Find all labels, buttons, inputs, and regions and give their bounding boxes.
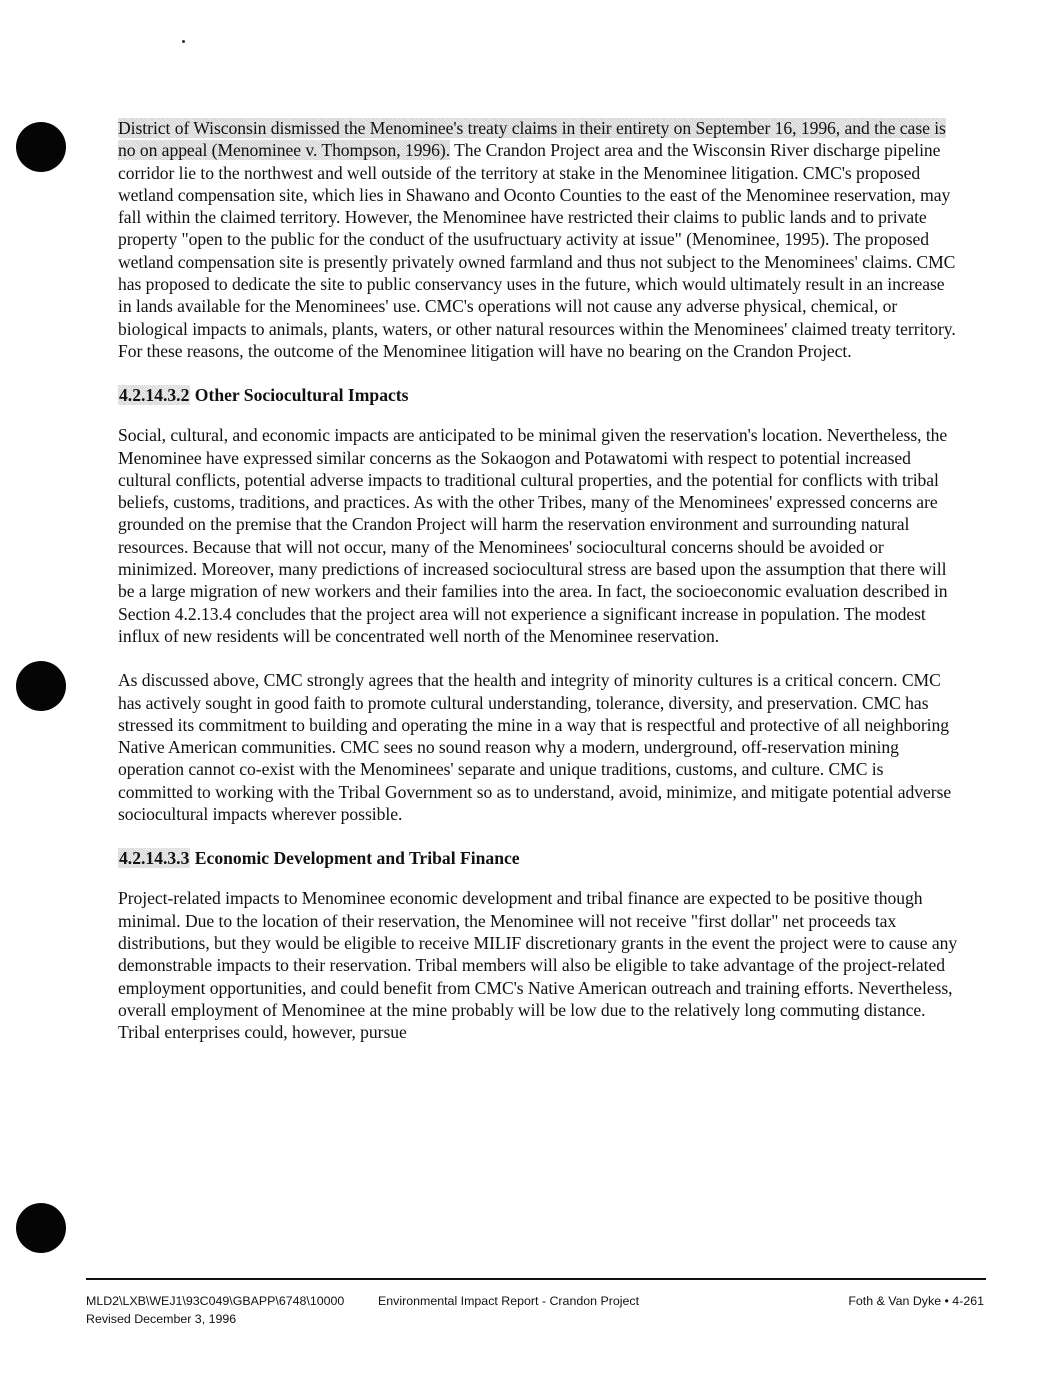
economic-paragraph-1: Project-related impacts to Menominee economic development and tribal finance are expected to be positive though minimal. Due to the location of their reservation, the Menominee will not receive "first dollar" net proceeds tax distributions, but they would be eligible to receive MILIF discretionary grants in the event the project were to cause any demonstrable impacts to their reservation. Tribal members will also be eligible to take advantage of the project-related employment opportunities, and could benefit from CMC's Native American outreach and training efforts. Nevertheless, overall employment of Menominee at the mine probably will be low due to the relatively long commuting distance. Tribal enterprises could, however, pursue — [118, 888, 958, 1043]
section-heading-economic-development — [118, 847, 960, 869]
sociocultural-paragraph-1: Social, cultural, and economic impacts are anticipated to be minimal given the reservation's location. Nevertheless, the Menominee have expressed similar concerns as the Sokaogon and Potawatomi with respect to potential increased cultural conflicts, potential adverse impacts to traditional cultural properties, and the potential for conflicts with tribal beliefs, customs, traditions, and practices. As with the other Tribes, many of the Menominees' expressed concerns are grounded on the premise that the Crandon Project will harm the reservation environment and surrounding natural resources. Because that will not occur, many of the Menominees' sociocultural concerns should be avoided or minimized. Moreover, many predictions of increased sociocultural stress are based upon the assumption that there will be a large migration of new workers and their families into the area. In fact, the socioeconomic evaluation described in Section 4.2.13.4 concludes that the project area will not experience a significant increase in population. The modest influx of new residents will be concentrated well north of the Menominee reservation. — [118, 425, 948, 646]
section-number: 4.2.14.3.2 — [119, 385, 190, 406]
footer-file-path: MLD2\LXB\WEJ1\93C049\GBAPP\6748\10000 — [86, 1294, 345, 1308]
section-number: 4.2.14.3.3 — [119, 848, 190, 869]
section-heading-other-sociocultural-impacts — [118, 384, 960, 406]
sociocultural-paragraph-2: As discussed above, CMC strongly agrees that the health and integrity of minority cultures is a critical concern. CMC has actively sought in good faith to promote cultural understanding, tolerance, diversity, and preservation. CMC has stressed its commitment to building and operating the mine in a way that is respectful and protective of all neighboring Native American communities. CMC sees no sound reason why a modern, underground, off-reservation mining operation cannot co-exist with the Menominees' separate and unique traditions, customs, and culture. CMC is committed to working with the Tribal Government so as to understand, avoid, minimize, and mitigate potential adverse sociocultural impacts wherever possible. — [118, 670, 952, 825]
intro-paragraph — [118, 117, 960, 362]
highlighted-revision-text: District of Wisconsin dismissed the Menominee's treaty claims in their entirety on September 16, 1996, and the case is no on appeal (Menominee v. Thompson, 1996). — [118, 118, 946, 161]
scan-speck — [182, 40, 185, 43]
intro-paragraph-text: The Crandon Project area and the Wisconsin River discharge pipeline corridor lie to the northwest and well outside of the territory at stake in the Menominee litigation. CMC's proposed wetland compensation site, which lies in Shawano and Oconto Counties to the east of the Menominee reservation, may fall within the claimed territory. However, the Menominee have restricted their claims to public lands and to private property "open to the public for the conduct of the usufructuary activity at issue" (Menominee, 1995). The proposed wetland compensation site is presently privately owned farmland and thus not subject to the Menominees' claims. CMC has proposed to dedicate the site to public conservancy uses in the future, which would ultimately result in an increase in lands available for the Menominees' use. CMC's operations will not cause any adverse physical, chemical, or biological impacts to animals, plants, waters, or other natural resources within the Menominees' claimed treaty territory. For these reasons, the outcome of the Menominee litigation will have no bearing on the Crandon Project. — [118, 140, 956, 361]
binder-hole-top — [16, 122, 66, 172]
footer-page-number: Foth & Van Dyke • 4-261 — [848, 1294, 984, 1308]
footer-report-title: Environmental Impact Report - Crandon Project — [378, 1294, 640, 1308]
binder-hole-middle — [16, 661, 66, 711]
page-body — [118, 117, 960, 1043]
section-title: Economic Development and Tribal Finance — [194, 848, 520, 869]
binder-hole-bottom — [16, 1203, 66, 1253]
footer-divider — [86, 1278, 986, 1280]
section-title: Other Sociocultural Impacts — [194, 385, 409, 406]
footer-revised-date: Revised December 3, 1996 — [86, 1312, 237, 1326]
